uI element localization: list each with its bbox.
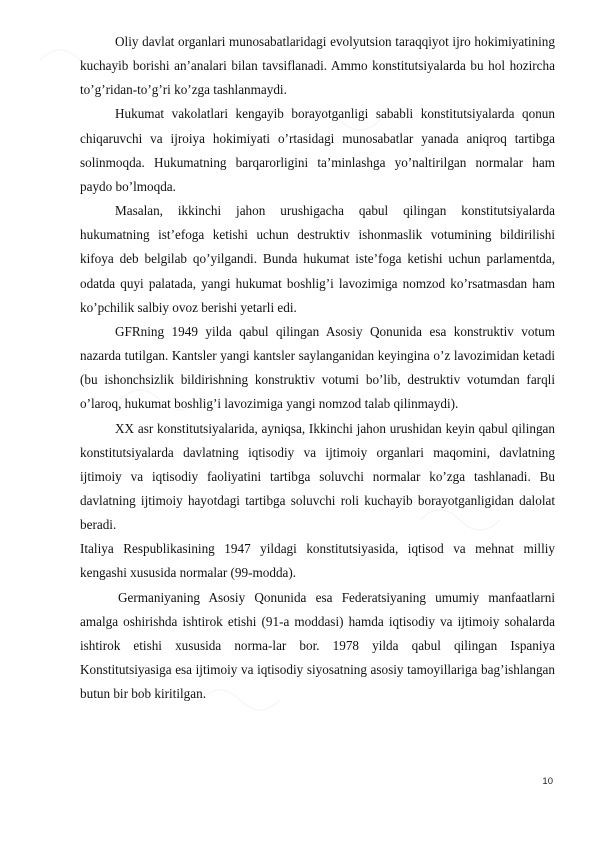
paragraph-7: Germaniyaning Asosiy Qonunida esa Federatsiyaning umumiy manfaatlarni amalga oshirishda ishtirok etishi (91-a moddasi) hamda iqtisodiy va ijtimoiy sohalarda ishtirok etishi xususida norma-lar bor. 1978 yilda qabul qilingan Ispaniya Konstitutsiyasiga esa ijtimoiy va iqtisodiy siyosatning asosiy tamoyillariga bag’ishlangan butun bir bob kiritilgan.: [80, 589, 555, 702]
page-number: 10: [542, 776, 553, 787]
paragraph-3: Masalan, ikkinchi jahon urushigacha qabul qilingan konstitutsiyalarda hukumatning ist’efoga ketishi uchun destruktiv ishonmaslik votumining bildirilishi kifoya deb belgilab qo’yilgandi. Bunda hukumat iste’foga ketishi uchun parlamentda, odatda quyi palatada, yangi hukumat boshlig’i lavozimiga nomzod ko’rsatmasdan ham ko’pchilik salbiy ovoz berishi yetarli edi.: [80, 203, 555, 315]
paragraph-1: Oliy davlat organlari munosabatlaridagi evolyutsion taraqqiyot ijro hokimiyatining kuchayib borishi an’analari bilan tavsiflanadi. Ammo konstitutsiyalarda bu hol hozircha to’g’ridan-to’g’ri ko’zga tashlanmaydi.: [80, 34, 555, 98]
paragraph-2: Hukumat vakolatlari kengayib borayotganligi sababli konstitutsiyalarda qonun chiqaruvchi va ijroiya hokimiyati o’rtasidagi munosabatlar yanada aniqroq tartibga solinmoqda. Hukumatning barqarorligini ta’minlashga yo’naltirilgan normalar ham paydo bo’lmoqda.: [80, 106, 555, 194]
body-text: [80, 30, 555, 706]
paragraph-5: XX asr konstitutsiyalarida, ayniqsa, Ikkinchi jahon urushidan keyin qabul qilingan konstitutsiyalarda davlatning iqtisodiy va ijtimoiy organlari maqomini, davlatning ijtimoiy va iqtisodiy faoliyatini tartibga soluvchi normalar ko’zga tashlanadi. Bu davlatning ijtimoiy hayotdagi tartibga soluvchi roli kuchayib borayotganligidan dalolat beradi.: [80, 420, 555, 533]
paragraph-6: Italiya Respublikasining 1947 yildagi konstitutsiyasida, iqtisod va mehnat milliy kengashi xususida normalar (99-modda).: [80, 541, 555, 581]
paragraph-4: GFRning 1949 yilda qabul qilingan Asosiy Qonunida esa konstruktiv votum nazarda tutilgan. Kantsler yangi kantsler saylanganidan keyingina o’z lavozimidan ketadi (bu ishonchsizlik bildirishning konstruktiv votumi bo’lib, destruktiv votumdan farqli o’laroq, hukumat boshlig’i lavozimiga yangi nomzod talab qilinmaydi).: [80, 323, 555, 412]
